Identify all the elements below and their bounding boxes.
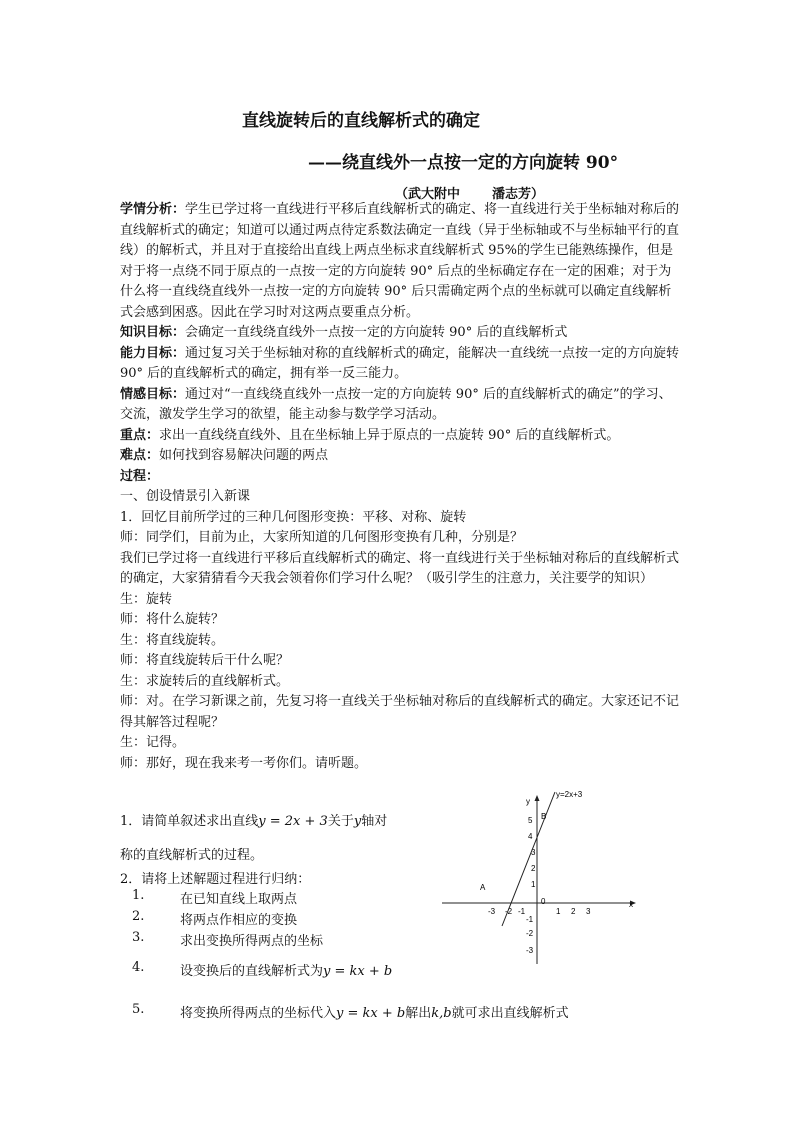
knowledge-paragraph	[120, 323, 680, 344]
y-tick-label: -3	[526, 946, 534, 955]
dialog-line: 师：同学们，目前为止，大家所知道的几何图形变换有几种，分别是？	[120, 530, 524, 545]
difficulty-paragraph	[120, 446, 680, 467]
question-1-axis: y	[353, 814, 362, 829]
origin-label: 0	[541, 897, 546, 906]
dialog-line: 生：记得。	[120, 735, 186, 750]
dialog-line: 生：旋转	[120, 591, 173, 607]
y-tick-label: 3	[531, 848, 536, 857]
coordinate-graph	[440, 786, 640, 966]
ability-label: 能力目标：	[120, 345, 186, 361]
x-tick-label: -3	[488, 907, 496, 916]
graph-line-y-2x-3	[502, 792, 555, 926]
emotion-text: 通过对“一直线绕直线外一点按一定的方向旋转 90° 后的直线解析式的确定”的学习、交流，激发学生学习的欲望，能主动参与数学学习活动。	[120, 386, 672, 422]
knowledge-text: 会确定一直线绕直线外一点按一定的方向旋转 90° 后的直线解析式	[185, 325, 568, 340]
graph-line-label: y=2x+3	[556, 790, 583, 799]
key-paragraph	[120, 426, 680, 447]
dialog-line: 师：将什么旋转？	[120, 612, 225, 627]
document-title: 直线旋转后的直线解析式的确定	[242, 111, 480, 131]
process-heading	[120, 467, 680, 488]
document-subtitle: ——绕直线外一点按一定的方向旋转 90°	[308, 153, 619, 173]
question-1-line-2: 称的直线解析式的过程。	[120, 848, 264, 863]
key-label: 重点：	[120, 427, 160, 443]
y-tick-label: 5	[528, 816, 533, 825]
step-text-group	[180, 1002, 569, 1021]
dialog-line: 师：对。在学习新课之前，先复习将一直线关于坐标轴对称后的直线解析式的确定。大家还记不记得其解答过程呢？	[120, 694, 680, 730]
y-axis-label: y	[526, 797, 530, 806]
y-tick-label: 2	[531, 864, 536, 873]
emotion-paragraph	[120, 385, 680, 426]
key-text: 求出一直线绕直线外、且在坐标轴上异于原点的一点旋转 90° 后的直线解析式。	[159, 427, 620, 443]
step-math: y = kx + b	[323, 964, 393, 979]
step-number: 4.	[132, 960, 145, 975]
step-text: 设变换后的直线解析式为	[180, 964, 324, 979]
y-axis-arrow	[535, 795, 540, 801]
x-tick-label: 3	[586, 907, 591, 916]
emotion-label: 情感目标：	[120, 386, 186, 402]
author-name: 潘志芳）	[492, 187, 545, 202]
ability-paragraph	[120, 344, 680, 385]
step-text: 将两点作相应的变换	[180, 913, 298, 928]
question-2: 2．请将上述解题过程进行归纳：	[120, 872, 311, 887]
question-1-equation: y = 2x + 3	[258, 814, 328, 829]
step-math-2: k,b	[431, 1006, 452, 1021]
step-number: 2.	[132, 909, 145, 924]
step-number: 3.	[132, 930, 145, 945]
x-tick-label: 2	[571, 907, 576, 916]
y-tick-label: -1	[526, 915, 534, 924]
author-school: （武大附中	[395, 187, 461, 202]
part1-heading: 一、创设情景引入新课	[120, 489, 251, 504]
step-text: 求出变换所得两点的坐标	[180, 934, 324, 949]
difficulty-text: 如何找到容易解决问题的两点	[159, 448, 329, 463]
x-tick-label: -1	[518, 907, 526, 916]
item1-text: 1．回忆目前所学过的三种几何图形变换：平移、对称、旋转	[120, 509, 467, 525]
analysis-text: 学生已学过将一直线进行平移后直线解析式的确定、将一直线进行关于坐标轴对称后的直线解析式的确定；知道可以通过两点待定系数法确定一直线（异于坐标轴或不与坐标轴平行的直线）的解析式，并且对于直接给出直线上两点坐标求直线解析式 95%的学生已能熟练操作，但是对于将一点绕不同于原点的一点按一定的方向旋转 90° 后点的坐标确定存在一定的困难；对于为什么将一直线绕直线外一点按一定的方向旋转 90° 后只需确定两个点的坐标就可以确定直线解析式会感到困惑。因此在学习时对这两点要重点分析。	[120, 202, 680, 320]
point-a-label: A	[480, 883, 486, 892]
analysis-paragraph	[120, 200, 680, 323]
dialog-line: 师：那好，现在我来考一考你们。请听题。	[120, 755, 368, 771]
x-axis-label: x	[629, 900, 633, 909]
point-b-label: B	[541, 812, 547, 821]
step-text: 在已知直线上取两点	[180, 892, 298, 907]
step-number: 5.	[132, 1002, 145, 1017]
question-1-suffix: 关于	[327, 814, 354, 829]
y-tick-label: 4	[528, 832, 533, 841]
dialog-line: 我们已学过将一直线进行平移后直线解析式的确定、将一直线进行关于坐标轴对称后的直线解析式的确定，大家猜猜看今天我会领着你们学习什么呢？（吸引学生的注意力，关注要学的知识）	[120, 550, 680, 586]
step-number: 1.	[132, 888, 145, 903]
x-tick-label: 1	[556, 907, 561, 916]
question-1-line-1	[120, 812, 420, 832]
ability-text: 通过复习关于坐标轴对称的直线解析式的确定，能解决一直线统一点按一定的方向旋转 90° 后的直线解析式的确定，拥有举一反三能力。	[120, 345, 680, 381]
step-text-group	[180, 960, 392, 979]
document-body	[120, 200, 680, 774]
knowledge-label: 知识目标：	[120, 325, 186, 340]
step-text-3: 就可求出直线解析式	[451, 1006, 569, 1021]
question-1-prefix: 1．请简单叙述求出直线	[120, 814, 259, 829]
y-tick-label: -2	[526, 929, 534, 938]
dialog-line: 师：将直线旋转后干什么呢？	[120, 653, 290, 668]
step-math: y = kx + b	[336, 1006, 406, 1021]
question-1-suffix2: 轴对	[361, 814, 388, 829]
analysis-label: 学情分析：	[120, 202, 186, 217]
process-label: 过程：	[120, 468, 160, 484]
step-text: 将变换所得两点的坐标代入	[180, 1006, 337, 1021]
y-tick-label: 1	[531, 880, 536, 889]
dialog-line: 生：求旋转后的直线解析式。	[120, 673, 290, 689]
dialog-line: 生：将直线旋转。	[120, 632, 225, 648]
question-1	[120, 812, 420, 866]
step-text-2: 解出	[405, 1006, 432, 1021]
x-tick-label: -2	[505, 907, 513, 916]
difficulty-label: 难点：	[120, 448, 160, 463]
